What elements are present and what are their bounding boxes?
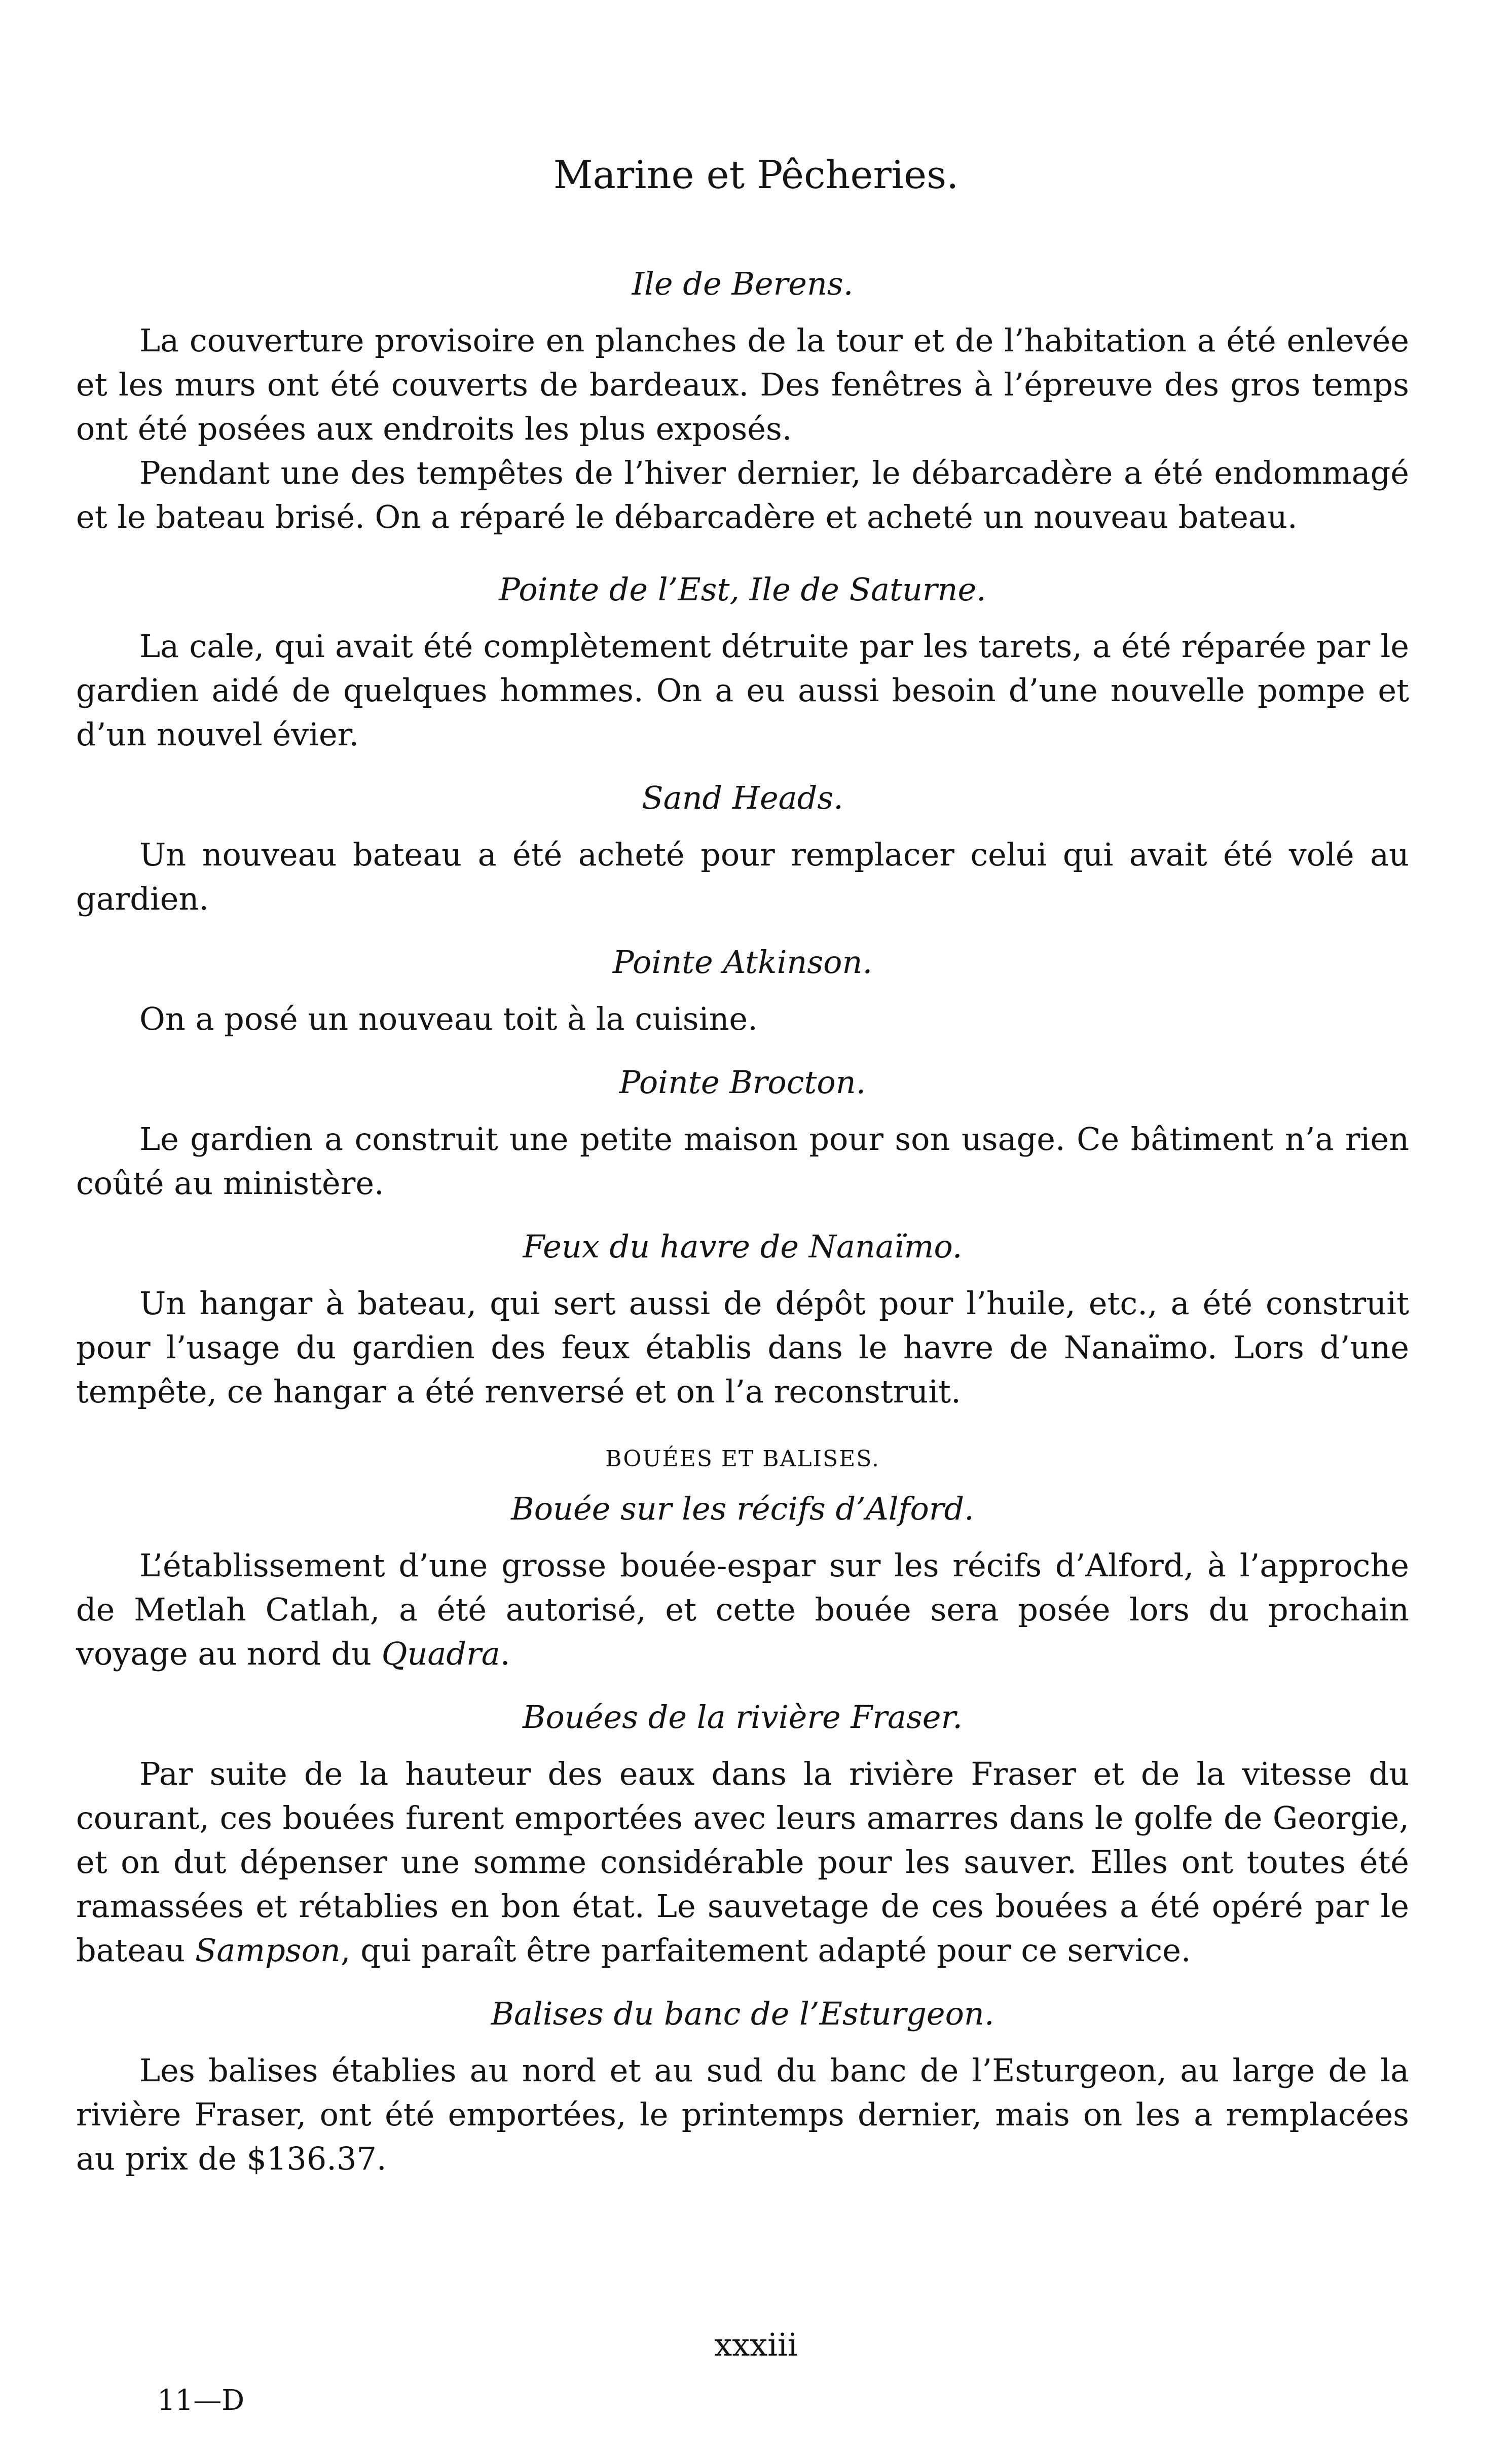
section-heading: Feux du havre de Nanaïmo. [523, 1228, 963, 1265]
printer-signature: 11—D [157, 2384, 245, 2417]
paragraph: Pendant une des tempêtes de l’hiver dernier, le débarcadère a été endommagé et le bateau brisé. On a réparé le débarcadère et acheté un nouveau bateau. [76, 454, 1409, 535]
section-heading: Pointe Brocton. [619, 1064, 866, 1101]
ship-name: Quadra [381, 1635, 500, 1672]
paragraph: Le gardien a construit une petite maison pour son usage. Ce bâtiment n’a rien coûté au ministère. [76, 1121, 1409, 1202]
paragraph-text: , qui paraît être parfaitement adapté pour ce service. [340, 1932, 1191, 1969]
paragraph-text: Par suite de la hauteur des eaux dans la rivière Fraser et de la vitesse du courant, ces bouées furent emportées avec leurs amarres dans le golfe de Georgie, et on dut dépenser une somme considérable pour les sauver. Elles ont toutes été ramassées et rétablies en bon état. Le sauvetage de ces bouées a été opéré par le bateau [76, 1755, 1409, 1969]
page-title: Marine et Pêcheries. [553, 152, 959, 197]
ship-name: Sampson [195, 1932, 341, 1969]
section-heading: Ile de Berens. [632, 265, 854, 302]
text-column [76, 264, 1409, 2181]
paragraph [76, 1752, 1409, 1972]
paragraph-text: . [500, 1635, 510, 1672]
section-heading: Balises du banc de l’Esturgeon. [491, 1995, 994, 2032]
paragraph [76, 1543, 1409, 1676]
paragraph-text: L’établissement d’une grosse bouée-espar sur les récifs d’Alford, à l’approche de Metlah Catlah, a été autorisé, et cette bouée sera posée lors du prochain voyage au nord du [76, 1547, 1409, 1672]
paragraph: La cale, qui avait été complètement détruite par les tarets, a été réparée par le gardien aidé de quelques hommes. On a eu aussi besoin d’une nouvelle pompe et d’un nouvel évier. [76, 628, 1409, 753]
section-heading: Bouées de la rivière Fraser. [522, 1699, 963, 1736]
section-heading: Pointe de l’Est, Ile de Saturne. [499, 571, 986, 608]
paragraph: Un hangar à bateau, qui sert aussi de dépôt pour l’huile, etc., a été construit pour l’usage du gardien des feux établis dans le havre de Nanaïmo. Lors d’une tempête, ce hangar a été renversé et on l’a reconstruit. [76, 1285, 1409, 1410]
paragraph: Un nouveau bateau a été acheté pour remplacer celui qui avait été volé au gardien. [76, 836, 1409, 917]
paragraph: La couverture provisoire en planches de la tour et de l’habitation a été enlevée et les murs ont été couverts de bardeaux. Des fenêtres à l’épreuve des gros temps ont été posées aux endroits les plus exposés. [76, 322, 1409, 447]
section-heading: Sand Heads. [642, 779, 843, 816]
paragraph: On a posé un nouveau toit à la cuisine. [139, 1000, 758, 1037]
section-heading: Pointe Atkinson. [612, 944, 873, 981]
caps-section-heading: BOUÉES ET BALISES. [605, 1446, 880, 1472]
page-number: xxxiii [714, 2326, 798, 2363]
paragraph: Les balises établies au nord et au sud du banc de l’Esturgeon, au large de la rivière Fraser, ont été emportées, le printemps dernier, mais on les a remplacées au prix de $136.37. [76, 2052, 1409, 2177]
section-heading: Bouée sur les récifs d’Alford. [511, 1490, 974, 1527]
